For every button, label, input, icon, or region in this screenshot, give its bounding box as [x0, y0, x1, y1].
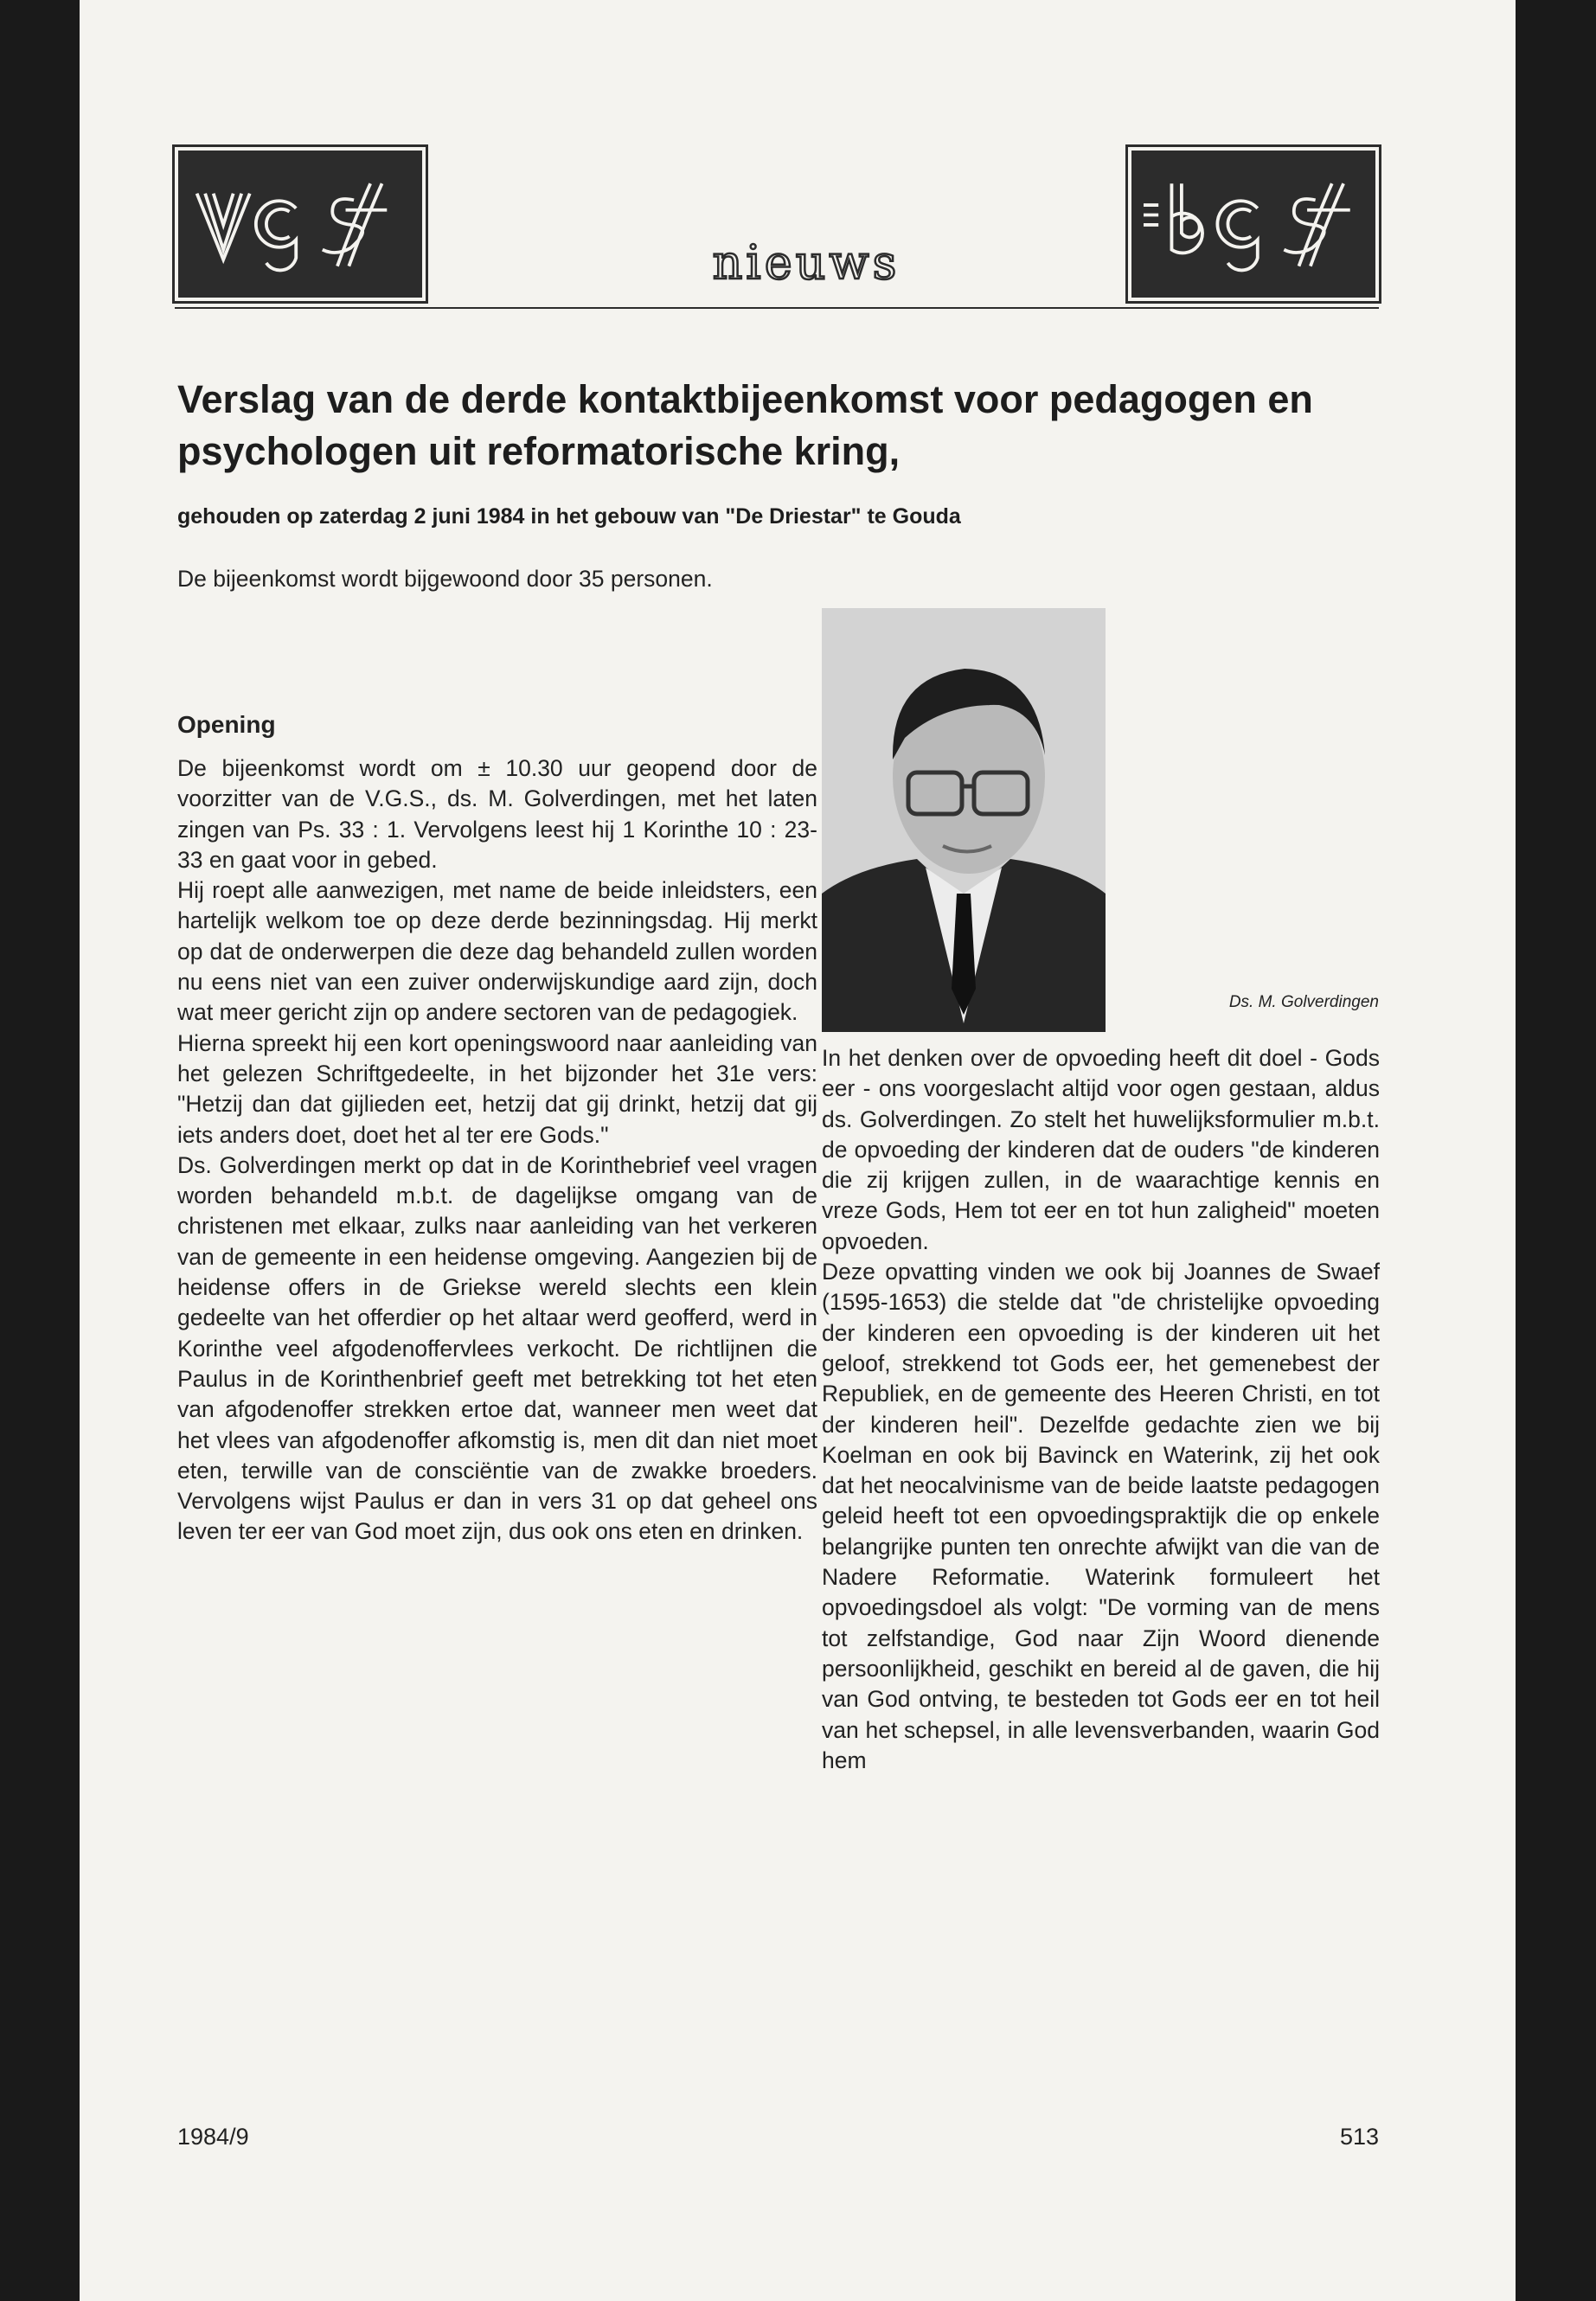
article-subtitle: gehouden op zaterdag 2 juni 1984 in het gebouw van "De Driestar" te Gouda — [177, 504, 961, 529]
photo-caption: Ds. M. Golverdingen — [1228, 993, 1379, 1011]
article-intro: De bijeenkomst wordt bijgewoond door 35 personen. — [177, 566, 713, 592]
page-number: 513 — [1339, 2124, 1379, 2150]
paragraph: Hij roept alle aanwezigen, met name de beide inleidsters, een hartelijk welkom toe op deze derde bezinningsdag. Hij merkt op dat de onderwerpen die deze dag behandeld zullen worden nu eens niet van een zuiver onderwijskundige aard zijn, doch wat meer gericht zijn op andere sectoren van de pedagogiek. — [177, 877, 817, 1026]
bgs-logo — [1128, 147, 1379, 301]
portrait-photo — [822, 608, 1106, 1032]
article-title: Verslag van de derde kontaktbijeenkomst voor pedagogen en psychologen uit reformatorische kring, — [177, 377, 1313, 473]
bgs-logo-icon — [1131, 151, 1375, 298]
paragraph: Deze opvatting vinden we ook bij Joannes de Swaef (1595-1653) die stelde dat "de christelijke opvoeding der kinderen een opvoeding is der kinderen uit het geloof, strekkend tot Gods eer, het gemenebest der Republiek, en de gemeente des Heeren Christi, en tot der kinderen heil". Dezelfde gedachte zien we bij Koelman en ook bij Bavinck en Waterink, zij het ook dat het neocalvinisme van de beide laatste pedagogen geleid heeft tot een opvoedingspraktijk die op enkele belangrijke punten ten onrechte afwijkt van die van de Nadere Reformatie. Waterink formuleert het opvoedingsdoel als volgt: "De vorming van de mens tot zelfstandige, God naar Zijn Woord dienende persoonlijkheid, geschikt en bereid al de gaven, die hij van God ontving, te besteden tot Gods eer en tot heil van het schepsel, in alle levensverbanden, waarin God hem — [822, 1259, 1380, 1773]
portrait-icon — [822, 608, 1106, 1032]
header-divider — [175, 307, 1379, 309]
paragraph: Hierna spreekt hij een kort openingswoord naar aanleiding van het gelezen Schriftgedeelte, in het bijzonder het 31e vers: "Hetzij dan dat gijlieden eet, hetzij dat gij drinkt, hetzij dat gij iets anders doet, doet het al ter ere Gods." — [177, 1029, 817, 1148]
magazine-page — [80, 0, 1516, 2301]
section-heading: Opening — [177, 711, 276, 738]
paragraph: Ds. Golverdingen merkt op dat in de Korinthebrief veel vragen worden behandeld m.b.t. de dagelijkse omgang van de christenen met elkaar, zulks naar aanleiding van het verkeren van de gemeente in een heidense omgeving. Aangezien bij de heidense offers in de Griekse wereld slechts een klein gedeelte van het offerdier op het altaar werd geofferd, werd in Korinthe veel afgodenoffervlees verkocht. De richtlijnen die Paulus in de Korinthenbrief geeft met betrekking tot het eten van afgodenoffer strekken ertoe dat, wanneer men weet dat het vlees van afgodenoffer afkomstig is, men dit dan niet moet eten, terwille van de consciëntie van de zwakke broeders. Vervolgens wijst Paulus er dan in vers 31 op dat geheel ons leven ter eer van God moet zijn, dus ook ons eten en drinken. — [177, 1151, 817, 1545]
paragraph: De bijeenkomst wordt om ± 10.30 uur geopend door de voorzitter van de V.G.S., ds. M. Golverdingen, met het laten zingen van Ps. 33 : 1. Vervolgens leest hij 1 Korinthe 10 : 23-33 en gaat voor in gebed. — [177, 755, 817, 873]
column-left — [177, 710, 817, 1548]
paragraph: In het denken over de opvoeding heeft dit doel - Gods eer - ons voorgeslacht altijd voor ogen gestaan, aldus ds. Golverdingen. Zo stelt het huwelijksformulier m.b.t. de opvoeding der kinderen dat de ouders "de kinderen die zij krijgen zullen, in de waarachtige kennis en vreze Gods, Hem tot eer en tot hun zaligheid" moeten opvoeden. — [822, 1045, 1380, 1254]
vgs-logo-icon — [178, 151, 422, 298]
section-label: nieuws — [712, 235, 901, 290]
vgs-logo — [175, 147, 426, 301]
issue-number: 1984/9 — [177, 2124, 249, 2150]
column-right — [822, 1043, 1380, 1776]
